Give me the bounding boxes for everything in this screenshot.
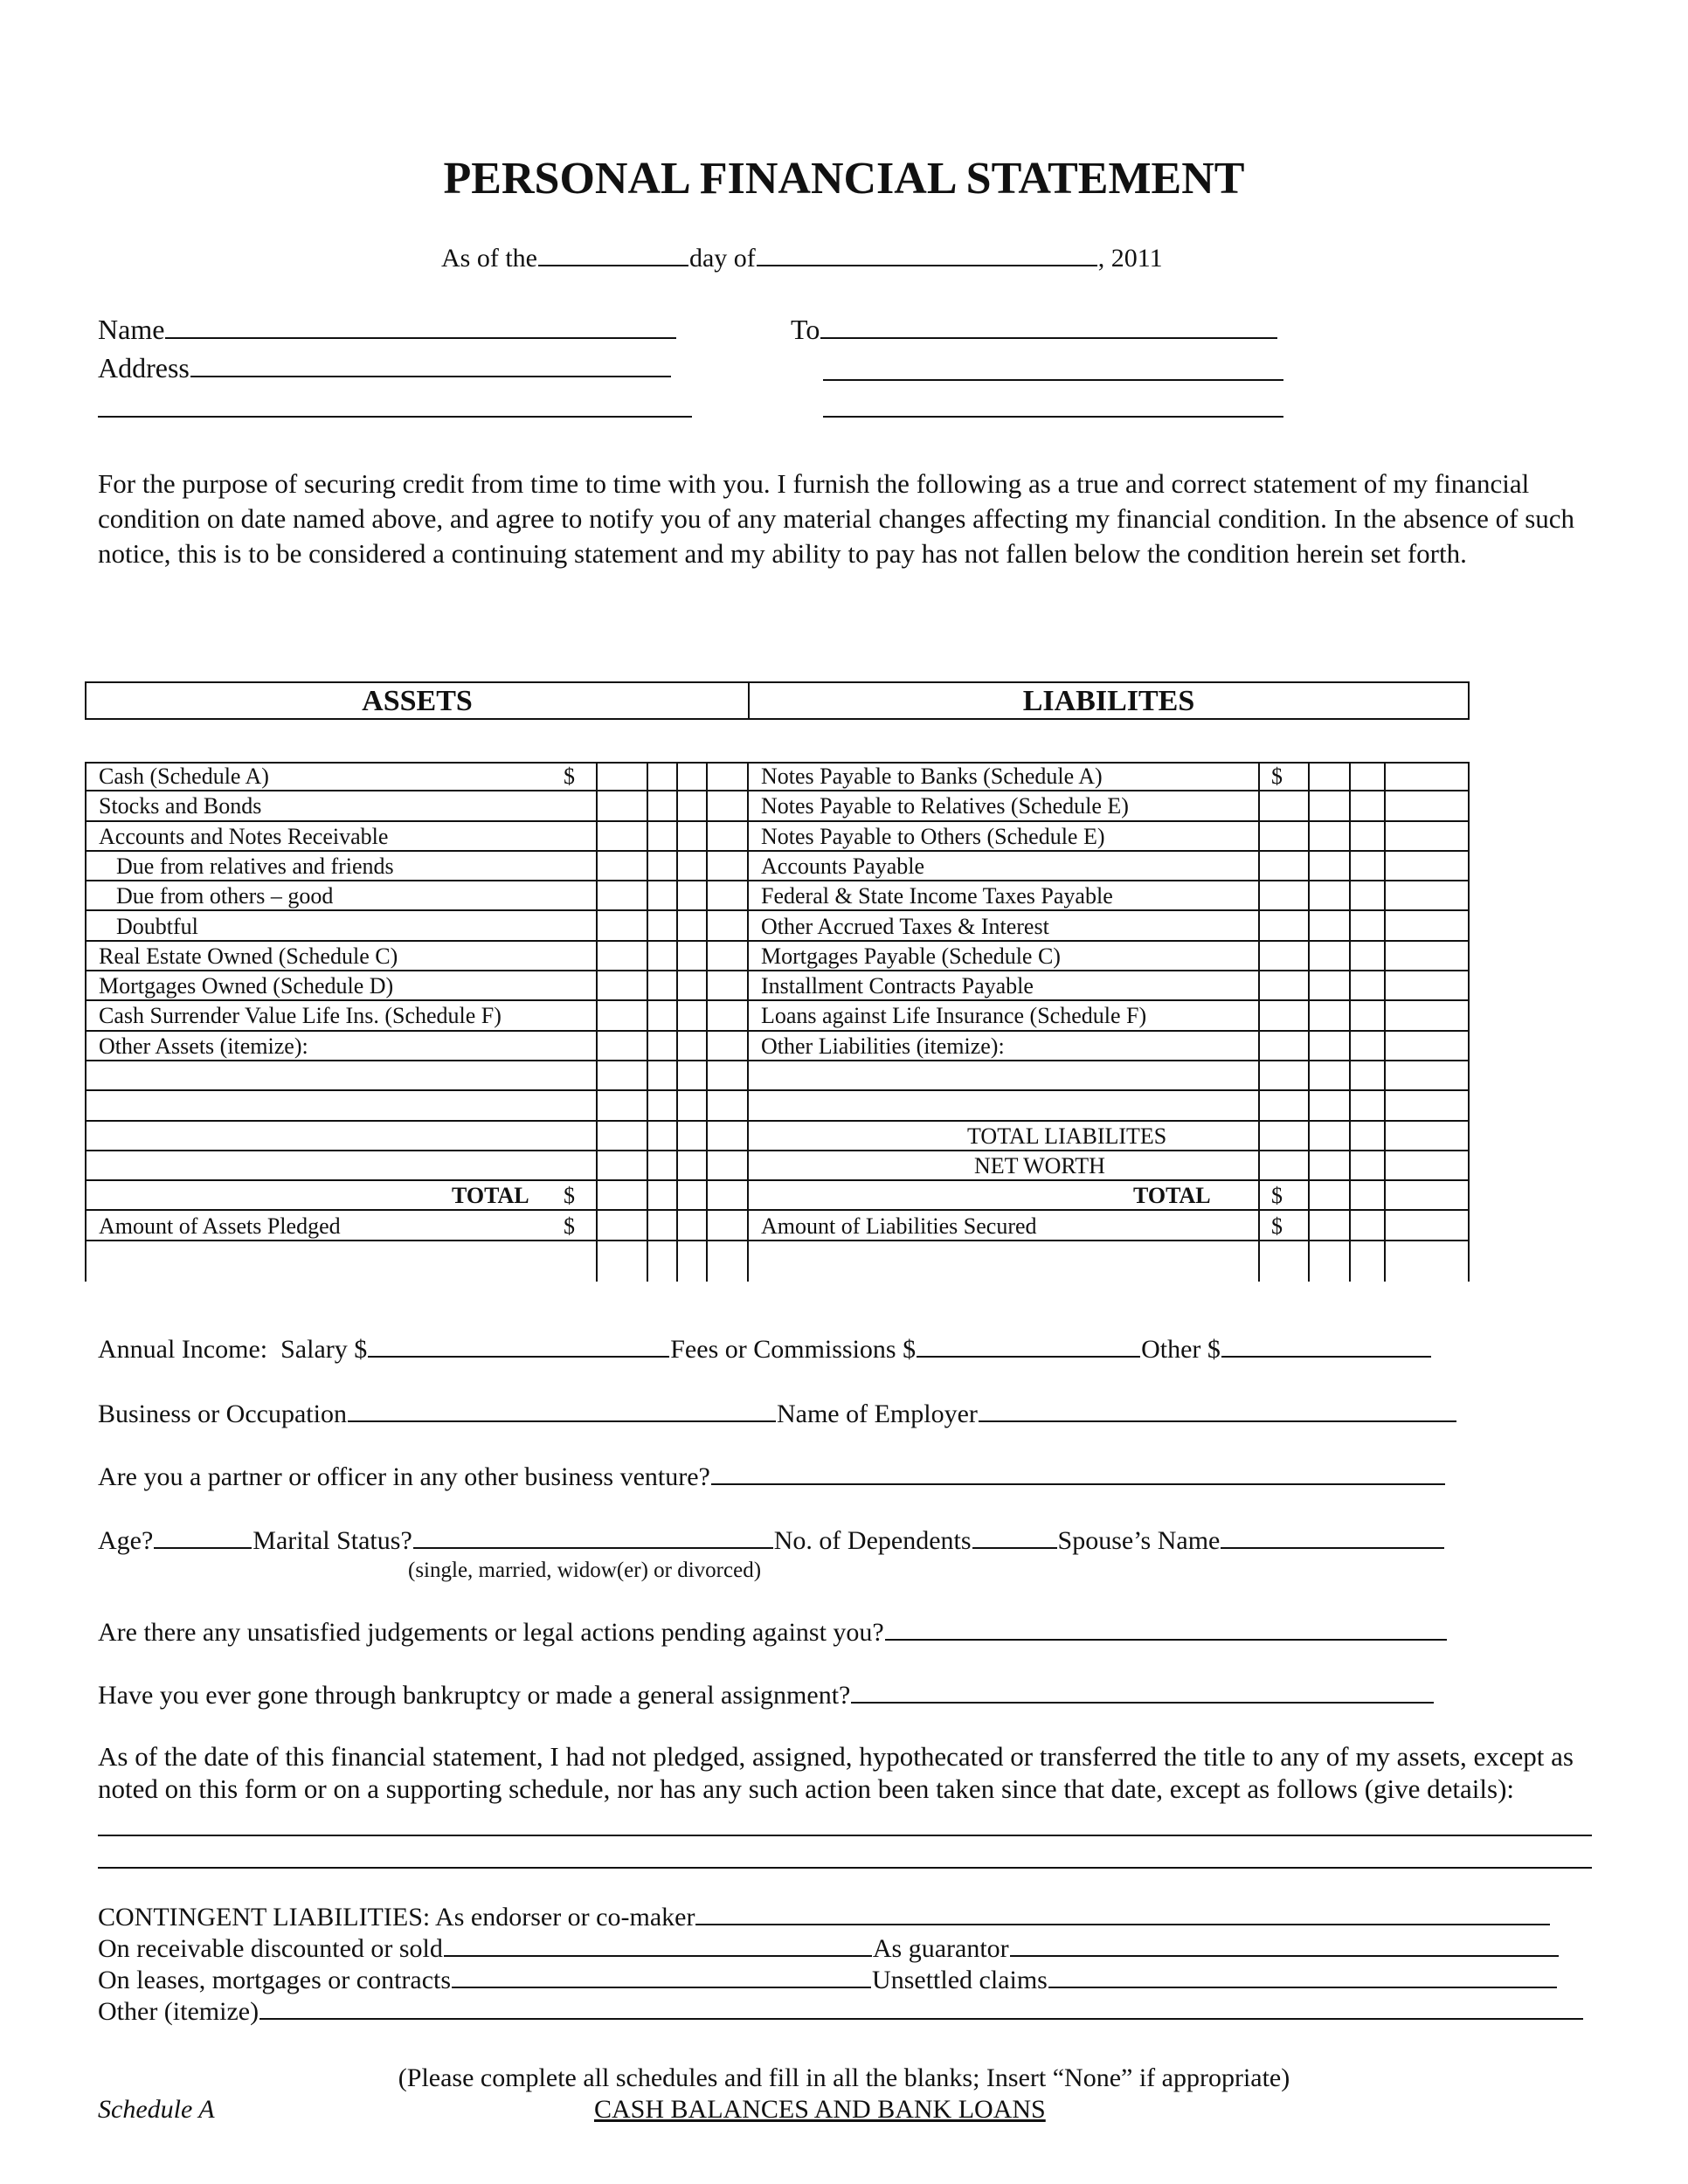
liability-currency-sign: $ [1271,1183,1283,1209]
address-field-1[interactable] [190,349,671,377]
bankruptcy-question: Have you ever gone through bankruptcy or made a general assignment? [98,1681,851,1710]
marital-hint: (single, married, widow(er) or divorced) [408,1559,762,1582]
liability-label: TOTAL LIABILITES [967,1123,1167,1149]
contingent-row-3 [98,1960,1558,1995]
other-itemize-field[interactable] [259,1992,1583,2020]
spouse-label: Spouse’s Name [1057,1526,1221,1555]
judgements-question: Are there any unsatisfied judgements or legal actions pending against you? [98,1618,884,1647]
assets-header: ASSETS [362,685,473,717]
partner-question: Are you a partner or officer in any other business venture? [98,1462,710,1491]
asset-currency-sign: $ [564,764,575,789]
business-field[interactable] [348,1394,776,1422]
liability-label: Mortgages Payable (Schedule C) [761,943,1061,969]
occupation-row [98,1394,1457,1429]
date-line [441,238,1163,273]
liability-label: TOTAL [1133,1183,1211,1209]
fees-label: Fees or Commissions $ [670,1335,917,1364]
to-field-1[interactable] [820,311,1277,339]
liability-label: NET WORTH [974,1152,1105,1178]
liability-label: Notes Payable to Relatives (Schedule E) [761,793,1129,819]
year-label: , 2011 [1097,244,1163,273]
table-row [85,942,1470,971]
address-row [98,349,672,384]
table-row [85,1032,1470,1061]
unsettled-label: Unsettled claims [872,1966,1048,1994]
day-field[interactable] [538,238,688,266]
dependents-field[interactable] [972,1521,1057,1549]
leases-label: On leases, mortgages or contracts [98,1966,452,1994]
employer-label: Name of Employer [776,1400,978,1428]
judgements-field[interactable] [885,1613,1447,1641]
receivable-label: On receivable discounted or sold [98,1934,443,1963]
name-label: Name [98,314,165,345]
partner-field[interactable] [711,1457,1445,1485]
asset-label: Real Estate Owned (Schedule C) [99,943,398,969]
age-field[interactable] [154,1521,252,1549]
asset-label: Doubtful [116,913,198,939]
contingent-heading: CONTINGENT LIABILITIES: As endorser or co-maker [98,1903,695,1932]
marital-label: Marital Status? [253,1526,412,1555]
receivable-field[interactable] [444,1929,872,1957]
contingent-row-1 [98,1897,1551,1932]
asset-label: Other Assets (itemize): [99,1033,308,1059]
contingent-row-4 [98,1992,1584,2027]
guarantor-label: As guarantor [872,1934,1009,1963]
business-label: Business or Occupation [98,1400,347,1428]
other-income-label: Other $ [1141,1335,1221,1364]
to-field-2[interactable] [823,379,1283,381]
name-field[interactable] [165,311,676,339]
to-row [791,311,1278,346]
table-row [85,1181,1470,1211]
liability-label: Federal & State Income Taxes Payable [761,883,1113,909]
table-row [85,1212,1470,1241]
partner-row [98,1457,1446,1492]
salary-field[interactable] [368,1330,669,1358]
day-of-label: day of [688,244,756,273]
liability-label: Notes Payable to Others (Schedule E) [761,823,1105,849]
employer-field[interactable] [979,1394,1456,1422]
pledge-details-line-1[interactable] [98,1835,1592,1836]
table-row [85,1122,1470,1151]
table-row [85,1091,1470,1121]
liability-currency-sign: $ [1271,1213,1283,1239]
liabilities-header: LIABILITES [1022,685,1195,717]
table-row [85,1151,1470,1181]
liability-label: Other Liabilities (itemize): [761,1033,1005,1059]
table-row [85,822,1470,852]
fees-field[interactable] [917,1330,1140,1358]
contingent-row-2 [98,1929,1560,1964]
table-row [85,1061,1470,1091]
instructions: (Please complete all schedules and fill in all the blanks; Insert “None” if appropriate) [398,2063,1290,2092]
age-label: Age? [98,1526,154,1555]
judgements-row [98,1613,1448,1648]
liability-label: Amount of Liabilities Secured [761,1213,1037,1239]
table-row [85,881,1470,911]
asset-label: Stocks and Bonds [99,793,262,819]
liability-label: Installment Contracts Payable [761,973,1034,999]
table-header [85,681,1470,720]
asset-label: Cash Surrender Value Life Ins. (Schedule F) [99,1003,502,1029]
asset-currency-sign: $ [564,1183,575,1209]
schedule-label: Schedule A [98,2095,215,2124]
address-field-2[interactable] [98,416,692,418]
liability-label: Loans against Life Insurance (Schedule F) [761,1003,1147,1029]
pledge-statement: As of the date of this financial statement, I had not pledged, assigned, hypothecated or transferred the title to any of my assets, except as noted on this form or on a supporting schedule, nor has any such action been taken since that date, except as follows (give details): [98,1741,1574,1804]
marital-field[interactable] [413,1521,773,1549]
liability-label: Other Accrued Taxes & Interest [761,913,1049,939]
liability-label: Accounts Payable [761,853,925,879]
table-row [85,791,1470,821]
table-row [85,912,1470,942]
to-field-3[interactable] [823,416,1283,418]
asset-label: Amount of Assets Pledged [99,1213,341,1239]
personal-row [98,1521,1445,1556]
annual-income-label: Annual Income: [98,1335,268,1364]
asset-label: Due from relatives and friends [116,853,394,879]
guarantor-field[interactable] [1010,1929,1559,1957]
salary-label: Salary $ [280,1335,368,1364]
name-row [98,311,677,346]
co-maker-field[interactable] [695,1897,1550,1925]
address-label: Address [98,352,190,384]
leases-field[interactable] [452,1960,871,1988]
table-row [85,762,1470,791]
as-of-label: As of the [441,244,537,273]
asset-label: TOTAL [452,1183,529,1209]
table-row [85,1001,1470,1031]
pledge-details-line-2[interactable] [98,1867,1592,1869]
to-label: To [791,314,820,345]
asset-currency-sign: $ [564,1213,575,1239]
table-row [85,852,1470,881]
dependents-label: No. of Dependents [773,1526,972,1555]
spouse-field[interactable] [1221,1521,1444,1549]
intro-paragraph: For the purpose of securing credit from time to time with you. I furnish the following as a true and correct statement of my financial condition on date named above, and agree to notify you of any material changes affecting my financial condition. In the absence of such notice, this is to be considered a continuing statement and my ability to pay has not fallen below the condition herein set forth. [98,468,1575,569]
bankruptcy-row [98,1676,1435,1711]
liability-currency-sign: $ [1271,764,1283,789]
bankruptcy-field[interactable] [851,1676,1434,1704]
asset-label: Due from others – good [116,883,334,909]
asset-label: Mortgages Owned (Schedule D) [99,973,394,999]
asset-label: Cash (Schedule A) [99,764,269,789]
assets-liabilities-table [85,762,1470,1282]
month-field[interactable] [757,238,1097,266]
income-row [98,1330,1432,1365]
liability-label: Notes Payable to Banks (Schedule A) [761,764,1103,789]
page-title: PERSONAL FINANCIAL STATEMENT [443,154,1245,204]
other-income-field[interactable] [1221,1330,1431,1358]
schedule-title: CASH BALANCES AND BANK LOANS [594,2095,1046,2124]
other-itemize-label: Other (itemize) [98,1997,259,2026]
table-row [85,971,1470,1001]
unsettled-field[interactable] [1048,1960,1557,1988]
asset-label: Accounts and Notes Receivable [99,823,389,849]
